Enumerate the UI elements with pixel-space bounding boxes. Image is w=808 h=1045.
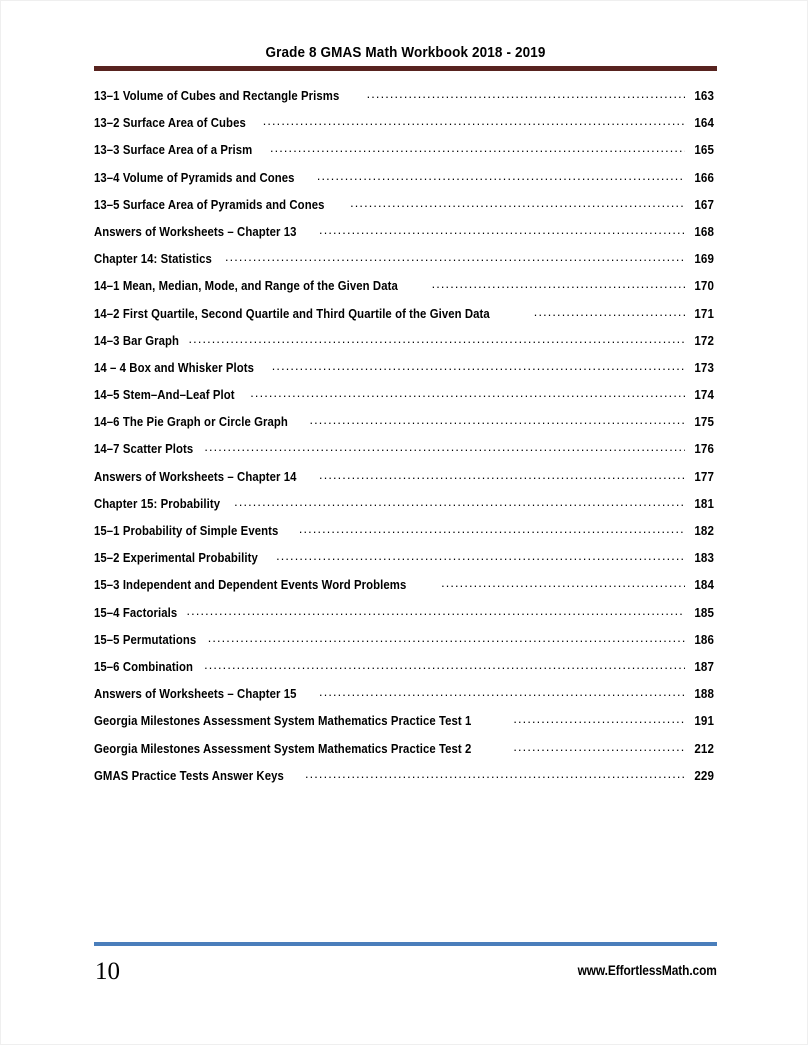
toc-entry[interactable] [94,142,714,169]
toc-entry-title: Answers of Worksheets – Chapter 14 [94,469,297,484]
toc-dot-leader [204,441,685,453]
toc-entry-page-number: 170 [694,279,714,294]
toc-entry-title: Chapter 15: Probability [94,496,221,511]
toc-entry-title: 15–3 Independent and Dependent Events Word Problems [94,578,407,593]
toc-dot-leader [270,142,685,154]
toc-entry[interactable] [94,387,714,414]
toc-entry[interactable] [94,577,714,604]
toc-entry-page-number: 229 [694,768,714,783]
toc-entry-page-number: 212 [694,741,714,756]
toc-entry-page-number: 164 [694,116,714,131]
toc-entry[interactable] [94,333,714,360]
toc-entry-page-number: 172 [694,333,714,348]
toc-entry-title: 13–1 Volume of Cubes and Rectangle Prisms [94,89,340,103]
toc-entry-title: 15–1 Probability of Simple Events [94,524,279,538]
toc-dot-leader [208,632,685,644]
toc-entry[interactable] [94,306,714,333]
toc-entry[interactable] [94,741,714,768]
toc-entry-page-number: 182 [694,524,714,538]
toc-entry[interactable] [94,115,714,142]
toc-entry[interactable] [94,523,714,550]
toc-entry[interactable] [94,197,714,224]
toc-dot-leader [272,360,685,372]
toc-entry[interactable] [94,605,714,632]
toc-dot-leader [234,496,685,508]
toc-dot-leader [513,713,685,725]
toc-entry[interactable] [94,88,714,115]
toc-entry-page-number: 187 [694,659,714,674]
toc-entry-page-number: 183 [694,551,714,566]
toc-dot-leader [432,278,685,290]
toc-entry[interactable] [94,469,714,496]
toc-entry-title: 14–5 Stem–And–Leaf Plot [94,388,235,403]
toc-entry-title: 15–4 Factorials [94,605,178,620]
toc-entry-page-number: 177 [694,469,714,484]
toc-dot-leader [276,550,685,562]
footer-divider-rule [94,942,717,946]
toc-entry[interactable] [94,224,714,251]
toc-entry[interactable] [94,550,714,577]
toc-dot-leader [189,333,685,345]
toc-dot-leader [319,686,685,698]
toc-entry-page-number: 181 [694,496,714,511]
toc-entry[interactable] [94,713,714,740]
toc-dot-leader [319,224,685,236]
page-header-title: Grade 8 GMAS Math Workbook 2018 - 2019 [265,45,546,61]
toc-entry-page-number: 185 [694,605,714,620]
toc-entry-page-number: 175 [694,415,714,430]
toc-dot-leader [319,469,685,481]
toc-entry-page-number: 174 [694,388,714,403]
toc-entry-page-number: 168 [694,224,714,239]
toc-dot-leader [225,251,685,263]
toc-entry-title: Georgia Milestones Assessment System Mathematics Practice Test 2 [94,741,472,756]
toc-entry-title: Answers of Worksheets – Chapter 15 [94,687,297,702]
toc-dot-leader [250,387,685,399]
toc-entry-title: 14–3 Bar Graph [94,333,180,348]
footer-page-number: 10 [95,958,120,985]
toc-entry[interactable] [94,278,714,305]
toc-entry-title: 15–5 Permutations [94,632,197,647]
toc-entry-title: 14–1 Mean, Median, Mode, and Range of the Given Data [94,279,398,294]
toc-dot-leader [204,659,685,671]
toc-entry-title: Georgia Milestones Assessment System Mathematics Practice Test 1 [94,714,472,729]
toc-dot-leader [317,170,685,182]
toc-entry[interactable] [94,632,714,659]
toc-entry-title: 15–2 Experimental Probability [94,551,258,566]
toc-entry-title: 14–7 Scatter Plots [94,442,194,457]
toc-entry[interactable] [94,360,714,387]
toc-entry-title: 15–6 Combination [94,659,194,674]
toc-dot-leader [305,768,685,780]
toc-entry-page-number: 173 [694,360,714,375]
toc-entry-title: 13–4 Volume of Pyramids and Cones [94,170,295,185]
toc-dot-leader [263,115,685,127]
toc-entry-page-number: 166 [694,170,714,185]
footer-website-url: www.EffortlessMath.com [577,962,717,978]
toc-entry-title: 14–2 First Quartile, Second Quartile and Third Quartile of the Given Data [94,306,490,321]
toc-entry-page-number: 186 [694,632,714,647]
toc-entry-title: GMAS Practice Tests Answer Keys [94,768,284,783]
toc-entry[interactable] [94,441,714,468]
toc-dot-leader [299,523,685,535]
toc-dot-leader [441,577,685,589]
toc-entry-page-number: 163 [694,89,714,103]
table-of-contents [94,88,714,795]
toc-entry-page-number: 165 [694,143,714,158]
toc-entry-page-number: 167 [694,197,714,212]
toc-entry-title: 14–6 The Pie Graph or Circle Graph [94,415,288,430]
toc-entry-page-number: 191 [694,714,714,729]
toc-entry[interactable] [94,659,714,686]
toc-entry-page-number: 171 [694,306,714,321]
toc-entry[interactable] [94,768,714,795]
toc-entry-page-number: 184 [694,578,714,593]
toc-dot-leader [309,414,685,426]
toc-dot-leader [367,88,685,100]
toc-entry[interactable] [94,496,714,523]
toc-entry-title: Chapter 14: Statistics [94,252,212,267]
toc-entry[interactable] [94,686,714,713]
toc-entry[interactable] [94,251,714,278]
toc-entry-title: Answers of Worksheets – Chapter 13 [94,224,297,239]
toc-entry-title: 13–5 Surface Area of Pyramids and Cones [94,197,325,212]
toc-entry-page-number: 169 [694,252,714,267]
toc-entry-title: 14 – 4 Box and Whisker Plots [94,360,255,375]
toc-entry-title: 13–3 Surface Area of a Prism [94,143,253,158]
toc-dot-leader [350,197,685,209]
toc-entry-title: 13–2 Surface Area of Cubes [94,116,246,131]
toc-dot-leader [513,741,685,753]
toc-entry[interactable] [94,170,714,197]
toc-entry[interactable] [94,414,714,441]
toc-dot-leader [534,306,685,318]
toc-entry-page-number: 188 [694,687,714,702]
toc-dot-leader [187,605,685,617]
header-divider-rule [94,66,717,71]
toc-entry-page-number: 176 [694,442,714,457]
page-header [94,44,717,62]
